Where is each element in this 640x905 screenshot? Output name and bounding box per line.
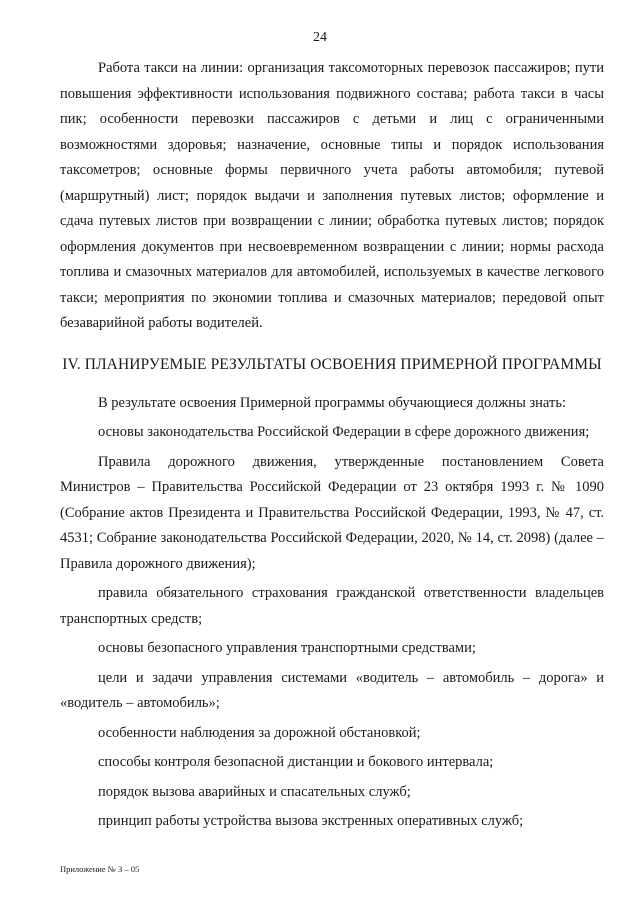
- list-item: правила обязательного страхования гражданской ответственности владельцев транспортных средств;: [60, 585, 604, 627]
- section-heading: IV. ПЛАНИРУЕМЫЕ РЕЗУЛЬТАТЫ ОСВОЕНИЯ ПРИМЕРНОЙ ПРОГРАММЫ: [62, 355, 602, 373]
- list-item: цели и задачи управления системами «водитель – автомобиль – дорога» и «водитель – автомобиль»;: [60, 669, 604, 711]
- page-footer: Приложение № 3 – 05: [60, 864, 140, 874]
- list-item: порядок вызова аварийных и спасательных служб;: [98, 783, 411, 800]
- intro-paragraph: Работа такси на линии: организация таксомоторных перевозок пассажиров; пути повышения эффективности использования подвижного состава; работа такси в часы пик; особенности перевозки пассажиров с детьми и лиц с ограниченными возможностями здоровья; назначение, основные типы и порядок использования таксометров; основные формы первичного учета работы автомобиля; путевой (маршрутный) лист; порядок выдачи и заполнения путевых листов; оформление и сдача путевых листов при возвращении с линии; обработка путевых листов; порядок оформления документов при несвоевременном возвращении с линии; нормы расхода топлива и смазочных материалов для автомобилей, используемых в качестве легкового такси; мероприятия по экономии топлива и смазочных материалов; передовой опыт безаварийной работы водителей.: [60, 60, 604, 331]
- list-item: основы безопасного управления транспортными средствами;: [98, 640, 476, 656]
- list-item: принцип работы устройства вызова экстренных оперативных служб;: [98, 813, 524, 829]
- list-item: способы контроля безопасной дистанции и бокового интервала;: [98, 754, 494, 770]
- page-number: 24: [313, 30, 327, 45]
- lead-paragraph: В результате освоения Примерной программы обучающиеся должны знать:: [98, 394, 566, 411]
- list-item: основы законодательства Российской Федерации в сфере дорожного движения;: [98, 424, 590, 440]
- list-item: Правила дорожного движения, утвержденные постановлением Совета Министров – Правительства Российской Федерации от 23 октября 1993 г. № 1090 (Собрание актов Президента и Правительства Российской Федерации, 1993, № 47, ст. 4531; Собрание законодательства Российской Федерации, 2020, № 14, ст. 2098) (далее – Правила дорожного движения);: [60, 453, 604, 572]
- list-item: особенности наблюдения за дорожной обстановкой;: [98, 724, 421, 741]
- document-body: [60, 56, 604, 839]
